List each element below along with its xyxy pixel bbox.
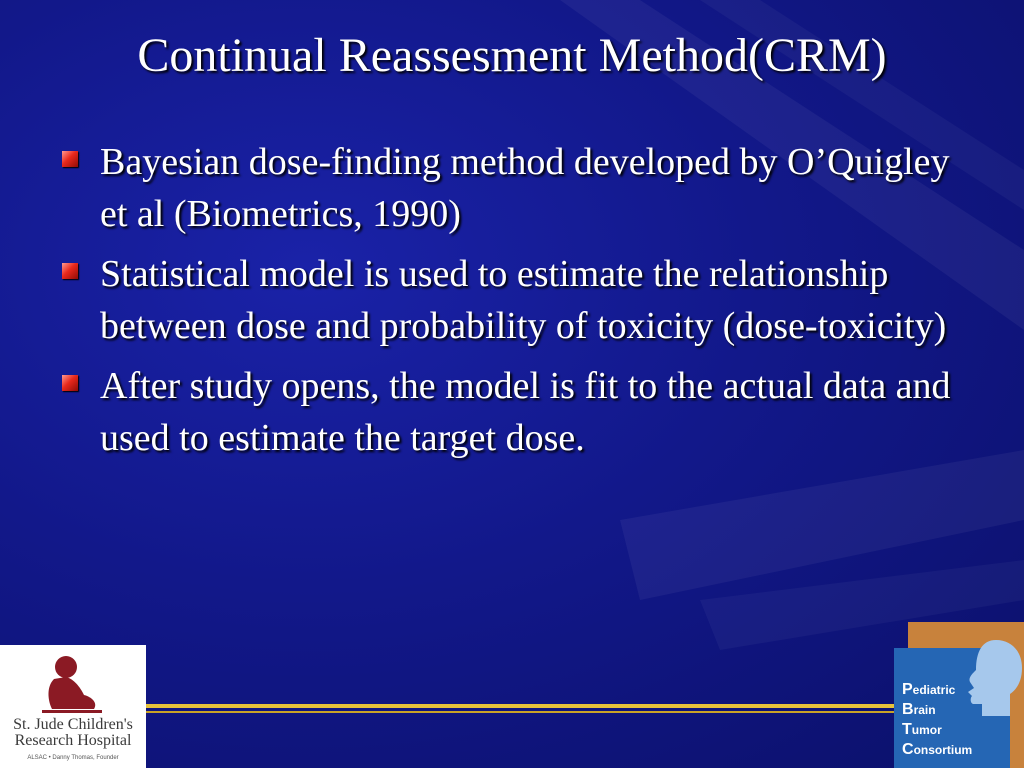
bullet-item [62,248,967,352]
st-jude-name-line2: Research Hospital [14,732,132,749]
st-jude-tagline: ALSAC • Danny Thomas, Founder [27,755,119,761]
slide-title: Continual Reassesment Method(CRM) [137,29,887,82]
child-silhouette-icon [36,653,108,717]
bullet-square-icon [62,375,78,391]
pbtc-logo [894,622,1024,768]
bullet-list [62,136,967,472]
st-jude-logo [0,645,146,768]
footer-rule-secondary [146,711,896,713]
bullet-item [62,360,967,464]
head-profile-icon [966,638,1024,718]
pbtc-line: Brain [902,701,936,718]
bullet-text: After study opens, the model is fit to the actual data and used to estimate the target dose. [100,365,951,459]
pbtc-line: Pediatric [902,681,956,698]
pbtc-line: Consortium [902,741,973,758]
bullet-square-icon [62,151,78,167]
pbtc-line: Tumor [902,721,942,738]
bullet-text: Bayesian dose-finding method developed by O’Quigley et al (Biometrics, 1990) [100,141,950,235]
footer-rule [146,704,896,708]
bullet-square-icon [62,263,78,279]
bullet-text: Statistical model is used to estimate the relationship between dose and probability of toxicity (dose-toxicity) [100,253,947,347]
bullet-item [62,136,967,240]
st-jude-name-line1: St. Jude Children's [13,716,133,733]
